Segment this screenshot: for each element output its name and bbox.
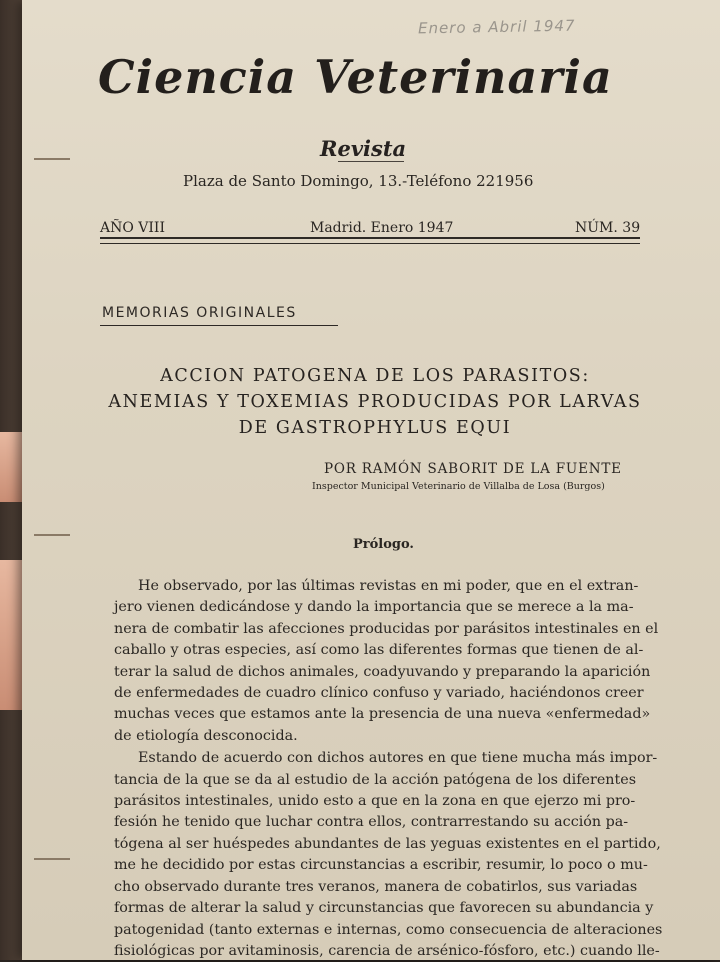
text-line: parásitos intestinales, unido esto a que en la zona en que ejerzo mi pro- <box>114 793 636 810</box>
header-rule <box>100 237 640 239</box>
article-title-line: ACCION PATOGENA DE LOS PARASITOS: <box>160 366 590 386</box>
text-line: tancia de la que se da al estudio de la acción patógena de los diferentes <box>114 771 637 788</box>
text-line: formas de alterar la salud y circunstancias que favorecen su abundancia y <box>114 900 654 917</box>
text-line: terar la salud de dichos animales, coadyuvando y preparando la aparición <box>114 663 651 680</box>
author-affiliation: Inspector Municipal Veterinario de Villalba de Losa (Burgos) <box>312 481 605 492</box>
text-line: caballo y otras especies, así como las diferentes formas que tienen de al- <box>114 642 644 659</box>
masthead-title: Ciencia Veterinaria <box>98 50 613 104</box>
masthead-address: Plaza de Santo Domingo, 13.-Teléfono 221956 <box>183 172 534 190</box>
text-line: me he decidido por estas circunstancias a escribir, resumir, lo poco o mu- <box>114 857 648 874</box>
article-body <box>114 576 662 962</box>
text-line: de enfermedades de cuadro clínico confuso y variado, haciéndonos creer <box>114 685 644 702</box>
text-line: tógena al ser huéspedes abundantes de las yeguas existentes en el partido, <box>114 835 661 852</box>
header-rule-thin <box>100 243 640 244</box>
binding-stitch <box>34 534 70 536</box>
masthead-subtitle: Revista <box>320 136 407 161</box>
article-author: POR RAMÓN SABORIT DE LA FUENTE <box>324 461 622 477</box>
issue-number: NÚM. 39 <box>575 220 641 236</box>
paragraph-1 <box>114 576 662 747</box>
text-line: muchas veces que estamos ante la presencia de una nueva «enfermedad» <box>114 706 651 723</box>
text-line: He observado, por las últimas revistas en mi poder, que en el extran- <box>138 578 639 594</box>
handwritten-note: Enero a Abril 1947 <box>417 16 576 38</box>
section-underline <box>100 325 338 326</box>
prologue-heading: Prólogo. <box>353 537 414 552</box>
binding-stitch <box>34 158 70 160</box>
binding-stitch <box>34 858 70 860</box>
paragraph-2 <box>114 748 662 962</box>
issue-date: Madrid. Enero 1947 <box>310 220 454 236</box>
text-line: cho observado durante tres veranos, manera de cobatirlos, sus variadas <box>114 878 638 895</box>
text-line: fesión he tenido que luchar contra ellos, contrarrestando su acción pa- <box>114 814 629 831</box>
article-title <box>90 363 660 441</box>
text-line: de etiología desconocida. <box>114 727 298 744</box>
issue-year: AÑO VIII <box>100 220 165 236</box>
article-title-line: ANEMIAS Y TOXEMIAS PRODUCIDAS POR LARVAS <box>108 392 642 412</box>
text-line: fisiológicas por avitaminosis, carencia de arsénico-fósforo, etc.) cuando lle- <box>114 942 660 959</box>
subtitle-underline <box>338 161 404 162</box>
article-title-line: DE GASTROPHYLUS EQUI <box>238 418 512 438</box>
text-line: jero vienen dedicándose y dando la importancia que se merece a la ma- <box>114 599 634 616</box>
text-line: patogenidad (tanto externas e internas, como consecuencia de alteraciones <box>114 921 663 938</box>
section-label: MEMORIAS ORIGINALES <box>102 305 297 321</box>
text-line: Estando de acuerdo con dichos autores en que tiene mucha más impor- <box>138 750 658 767</box>
text-line: nera de combatir las afecciones producidas por parásitos intestinales en el <box>114 620 659 637</box>
